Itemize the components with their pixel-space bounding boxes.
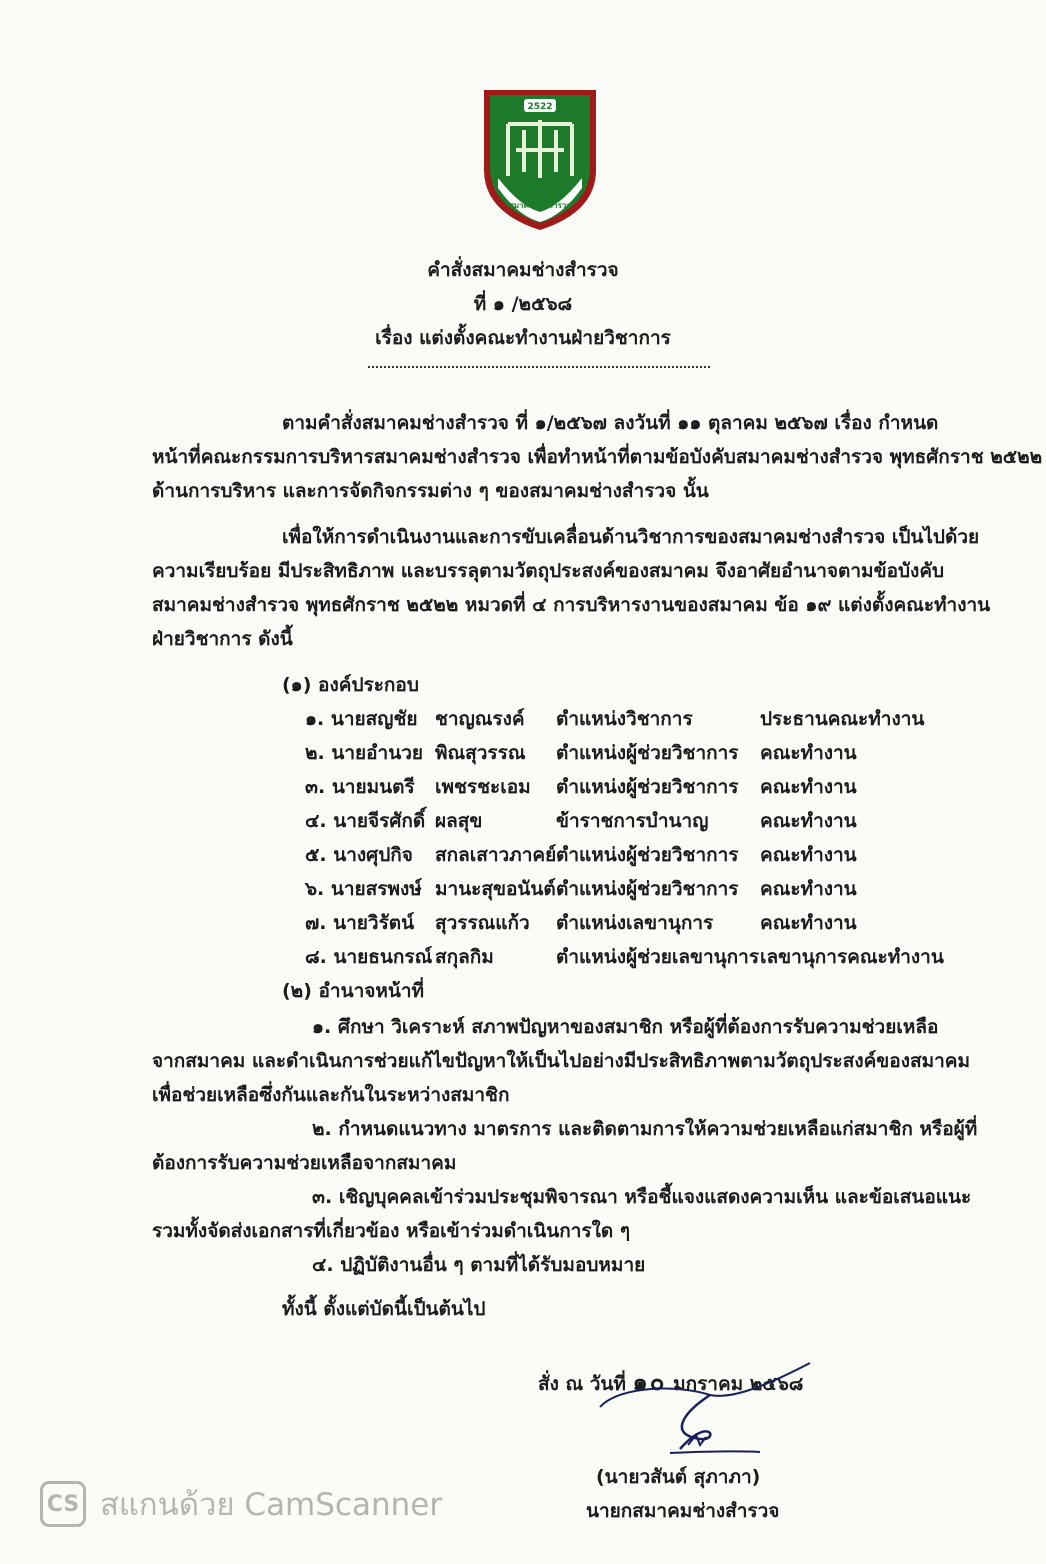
duty2-line2: ต้องการรับความช่วยเหลือจากสมาคม: [152, 1152, 457, 1174]
signer-title: นายกสมาคมช่างสำรวจ: [586, 1500, 780, 1522]
para2-line1: เพื่อให้การดำเนินงานและการขับเคลื่อนด้านวิชาการของสมาคมช่างสำรวจ เป็นไปด้วย: [282, 526, 980, 548]
watermark-text: สแกนด้วย CamScanner: [100, 1487, 443, 1523]
member-position: ตำแหน่งผู้ช่วยวิชาการ: [556, 776, 739, 798]
member-name: ๑. นายสญชัย: [305, 708, 418, 730]
member-role: คณะทำงาน: [760, 742, 857, 764]
handwritten-signature: [560, 1355, 820, 1465]
member-name: ๓. นายมนตรี: [305, 776, 415, 798]
logo-text: สมาคมช่างสำรวจ: [509, 201, 571, 210]
duty1-line2: จากสมาคม และดำเนินการช่วยแก้ไขปัญหาให้เป็นไปอย่างมีประสิทธิภาพตามวัตถุประสงค์ของสมาคม: [152, 1050, 971, 1072]
member-name: ๖. นายสรพงษ์: [305, 878, 422, 900]
member-role: คณะทำงาน: [760, 810, 857, 832]
member-role: คณะทำงาน: [760, 844, 857, 866]
member-name: ๘. นายธนกรณ์: [305, 946, 433, 968]
para1-line1: ตามคำสั่งสมาคมช่างสำรวจ ที่ ๑/๒๕๖๗ ลงวันที่ ๑๑ ตุลาคม ๒๕๖๗ เรื่อง กำหนด: [282, 412, 939, 434]
member-surname: ผลสุข: [435, 810, 483, 832]
duty4: ๔. ปฏิบัติงานอื่น ๆ ตามที่ได้รับมอบหมาย: [312, 1254, 646, 1276]
member-surname: พิณสุวรรณ: [435, 742, 526, 764]
member-surname: สกุลกิม: [435, 946, 494, 968]
duty1-line3: เพื่อช่วยเหลือซึ่งกันและกันในระหว่างสมาชิก: [152, 1084, 510, 1106]
para2-line4: ฝ่ายวิชาการ ดังนี้: [152, 628, 293, 650]
section2-heading: (๒) อำนาจหน้าที่: [282, 980, 425, 1002]
member-position: ตำแหน่งผู้ช่วยวิชาการ: [556, 878, 739, 900]
date-month: มกราคม: [673, 1373, 744, 1395]
member-surname: มานะสุขอนันต์: [435, 878, 556, 900]
member-position: ตำแหน่งผู้ช่วยเลขานุการ: [556, 946, 760, 968]
member-position: ตำแหน่งผู้ช่วยวิชาการ: [556, 844, 739, 866]
member-surname: สกลเสาวภาคย์: [435, 844, 557, 866]
member-position: ตำแหน่งวิชาการ: [556, 708, 693, 730]
member-position: ตำแหน่งผู้ช่วยวิชาการ: [556, 742, 739, 764]
member-role: ประธานคณะทำงาน: [760, 708, 925, 730]
order-subject: เรื่อง แต่งตั้งคณะทำงานฝ่ายวิชาการ: [375, 327, 671, 349]
section1-heading: (๑) องค์ประกอบ: [282, 674, 419, 696]
association-logo: [480, 84, 600, 234]
duty3-line2: รวมทั้งจัดส่งเอกสารที่เกี่ยวข้อง หรือเข้าร่วมดำเนินการใด ๆ: [152, 1220, 631, 1242]
divider: [368, 366, 710, 368]
date-prefix: สั่ง ณ วันที่: [538, 1373, 626, 1395]
member-role: เลขานุการคณะทำงาน: [760, 946, 944, 968]
member-role: คณะทำงาน: [760, 776, 857, 798]
member-surname: สุวรรณแก้ว: [435, 912, 530, 934]
para2-line3: สมาคมช่างสำรวจ พุทธศักราช ๒๕๒๒ หมวดที่ ๔ การบริหารงานของสมาคม ข้อ ๑๙ แต่งตั้งคณะทำงาน: [152, 594, 991, 616]
date-year: ๒๕๖๘: [749, 1373, 804, 1395]
order-number: ที่ ๑ /๒๕๖๘: [473, 293, 573, 315]
member-name: ๗. นายวิรัตน์: [305, 912, 415, 934]
duty1-line1: ๑. ศึกษา วิเคราะห์ สภาพปัญหาของสมาชิก หรือผู้ที่ต้องการรับความช่วยเหลือ: [312, 1016, 939, 1038]
camscanner-watermark: [40, 1480, 442, 1528]
member-role: คณะทำงาน: [760, 878, 857, 900]
duty2-line1: ๒. กำหนดแนวทาง มาตรการ และติดตามการให้ความช่วยเหลือแก่สมาชิก หรือผู้ที่: [312, 1118, 978, 1140]
effective-date: ทั้งนี้ ตั้งแต่บัดนี้เป็นต้นไป: [282, 1298, 486, 1320]
date-day: ๑๐: [632, 1368, 667, 1396]
member-position: ข้าราชการบำนาญ: [556, 810, 709, 832]
member-surname: ชาญณรงค์: [435, 708, 525, 730]
signer-name: (นายวสันต์ สุภาภา): [596, 1466, 761, 1488]
logo-year: 2522: [527, 102, 553, 112]
member-name: ๕. นางศุปกิจ: [305, 844, 413, 866]
para1-line2: หน้าที่คณะกรรมการบริหารสมาคมช่างสำรวจ เพื่อทำหน้าที่ตามข้อบังคับสมาคมช่างสำรวจ พุทธศักราช ๒๕๒๒: [152, 446, 1043, 468]
member-name: ๒. นายอำนวย: [305, 742, 424, 764]
para1-line3: ด้านการบริหาร และการจัดกิจกรรมต่าง ๆ ของสมาคมช่างสำรวจ นั้น: [152, 480, 709, 502]
duty3-line1: ๓. เชิญบุคคลเข้าร่วมประชุมพิจารณา หรือชี้แจงแสดงความเห็น และข้อเสนอแนะ: [312, 1186, 972, 1208]
order-title: คำสั่งสมาคมช่างสำรวจ: [427, 259, 619, 281]
member-position: ตำแหน่งเลขานุการ: [556, 912, 714, 934]
para2-line2: ความเรียบร้อย มีประสิทธิภาพ และบรรลุตามวัตถุประสงค์ของสมาคม จึงอาศัยอำนาจตามข้อบังคับ: [152, 560, 945, 582]
member-role: คณะทำงาน: [760, 912, 857, 934]
member-surname: เพชรชะเอม: [435, 776, 531, 798]
camscanner-icon: CS: [40, 1481, 86, 1527]
member-name: ๔. นายจีรศักดิ์: [305, 810, 426, 832]
